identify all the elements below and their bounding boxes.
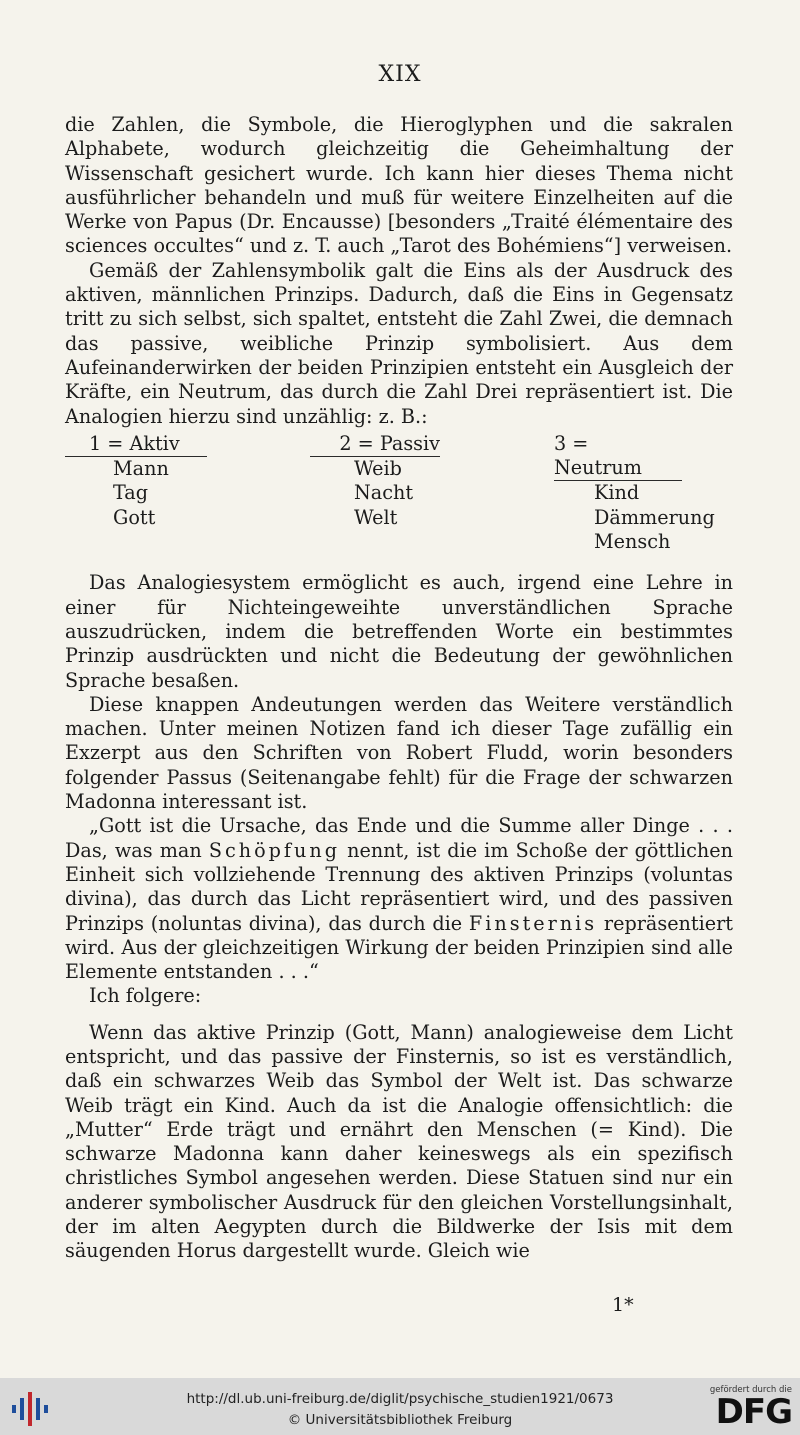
- analogy-column-passive: [310, 432, 552, 554]
- quote-emphasis: Finsternis: [468, 911, 598, 935]
- quote-text: „Gott ist die Ursache, das Ende und die Summe aller Dinge . . . Das, was man: [65, 814, 733, 862]
- page-number: XIX: [378, 62, 422, 87]
- paragraph-6: Ich folgere:: [89, 984, 202, 1008]
- quote-emphasis: Schöpfung: [208, 838, 341, 862]
- analogy-cell: Gott: [113, 505, 156, 529]
- analogy-head-passive: 2 = Passiv: [310, 432, 440, 457]
- footer-bar: [0, 1378, 800, 1435]
- paragraph-1: die Zahlen, die Symbole, die Hieroglyphen und die sakralen Alphabete, wodurch gleichzeitig die Geheimhaltung der Wissenschaft gesichert wurde. Ich kann hier dieses Thema nicht ausführlicher behandeln und muß für weitere Einzelheiten auf die Werke von Papus (Dr. Encausse) [besonders „Traité élémentaire des sciences occultes“ und z. T. auch „Tarot des Bohémiens“] verweisen.: [65, 113, 733, 258]
- paragraph-4: Diese knappen Andeutungen werden das Weitere verständlich machen. Unter meinen Notizen fand ich dieser Tage zufällig ein Exzerpt aus den Schriften von Robert Fludd, worin besonders folgender Passus (Seitenangabe fehlt) für die Frage der schwarzen Madonna interessant ist.: [65, 692, 733, 814]
- analogy-cell: Nacht: [354, 481, 414, 505]
- analogy-cell: Tag: [113, 481, 149, 505]
- quote-text: nennt, ist die im Schoße der göttlichen Einheit sich vollziehende Trennung des aktiven Prinzips (voluntas divina), das durch das Licht repräsentiert wird, und des passiven Prinzips (noluntas divina), das durch die: [65, 838, 733, 935]
- analogy-head-active: 1 = Aktiv: [65, 432, 207, 457]
- quote-paragraph: [65, 814, 733, 984]
- paragraph-7: Wenn das aktive Prinzip (Gott, Mann) analogieweise dem Licht entspricht, und das passive der Finsternis, so ist es verständlich, daß ein schwarzes Weib das Symbol der Welt ist. Das schwarze Weib trägt ein Kind. Auch da ist die Analogie offensichtlich: die „Mutter“ Erde trägt und ernährt den Menschen (= Kind). Die schwarze Madonna kann daher keineswegs als ein spezifisch christliches Symbol angesehen werden. Diese Statuen sind nur ein anderer symbolischer Ausdruck für den gleichen Vorstellungsinhalt, der im alten Aegypten durch die Bildwerke der Isis mit dem säugenden Horus dargestellt wurde. Gleich wie: [65, 1020, 733, 1263]
- analogy-head-neutral: 3 = Neutrum: [554, 432, 682, 482]
- footer-url-link[interactable]: http://dl.ub.uni-freiburg.de/diglit/psychische_studien1921/0673: [186, 1391, 614, 1407]
- analogy-cell: Welt: [354, 505, 398, 529]
- analogy-column-active: [65, 432, 310, 554]
- analogy-table: [65, 432, 733, 554]
- paragraph-2: Gemäß der Zahlensymbolik galt die Eins als der Ausdruck des aktiven, männlichen Prinzips. Dadurch, daß die Eins in Gegensatz tritt zu sich selbst, sich spaltet, entsteht die Zahl Zwei, die demnach das passive, weibliche Prinzip symbolisiert. Aus dem Aufeinanderwirken der beiden Prinzipien entsteht ein Ausgleich der Kräfte, ein Neutrum, das durch die Zahl Drei repräsentiert ist. Die Analogien hierzu sind unzählig: z. B.:: [65, 258, 733, 428]
- dfg-caption: gefördert durch die: [709, 1385, 792, 1395]
- paragraph-3: Das Analogiesystem ermöglicht es auch, irgend eine Lehre in einer für Nichteingeweihte unverständlichen Sprache auszudrücken, indem die betreffenden Worte ein bestimmtes Prinzip ausdrückten und nicht die Bedeutung der gewöhnlichen Sprache besaßen.: [65, 571, 733, 692]
- analogy-column-neutral: [552, 432, 733, 554]
- analogy-cell: Dämmerung: [594, 505, 715, 529]
- text-column: [65, 113, 733, 1264]
- dfg-logo: DFG: [715, 1392, 792, 1432]
- signature-mark: 1*: [612, 1294, 634, 1316]
- analogy-cell: Mann: [113, 457, 169, 481]
- footer-copyright: © Universitätsbibliothek Freiburg: [287, 1412, 513, 1428]
- analogy-cell: Weib: [354, 457, 402, 481]
- quote-text: repräsentiert wird. Aus der gleichzeitigen Wirkung der beiden Prinzipien sind alle Elemente entstanden . . .“: [65, 911, 734, 984]
- analogy-cell: Kind: [594, 481, 640, 505]
- analogy-cell: Mensch: [594, 530, 671, 554]
